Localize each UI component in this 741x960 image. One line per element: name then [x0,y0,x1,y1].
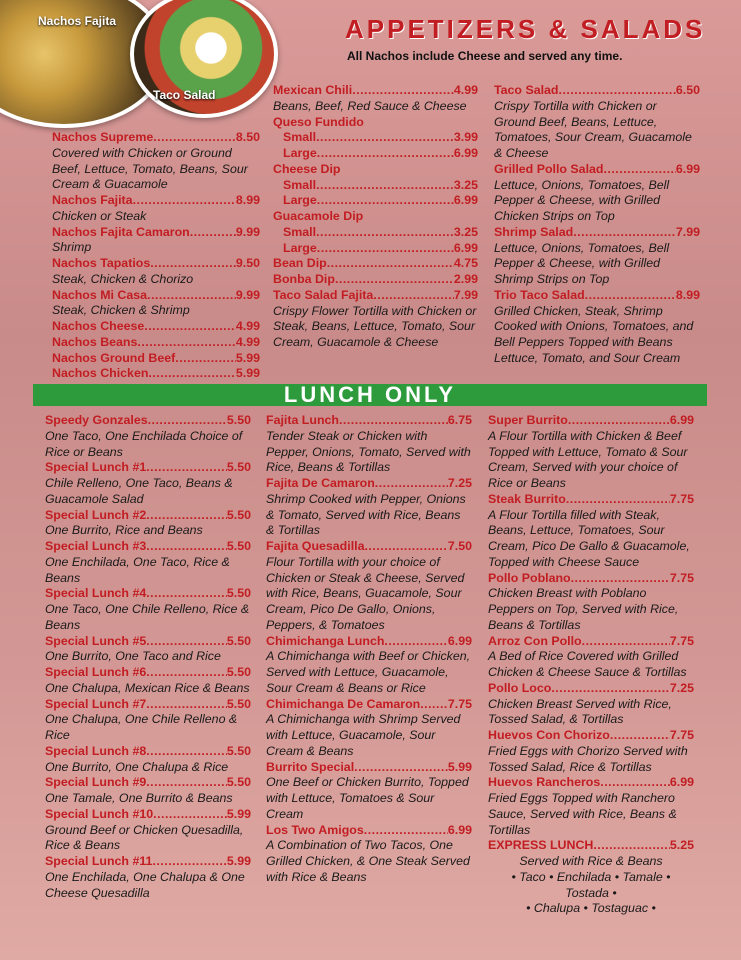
menu-item-cheese-dip [273,162,478,178]
dot-leader [571,571,670,587]
item-price: 7.75 [447,696,472,711]
menu-item-shrimp-salad [494,225,700,288]
lunch-only-title: LUNCH ONLY [283,382,457,407]
item-price: 3.99 [453,130,478,145]
item-description: A Flour Tortilla filled with Steak, Beans, Lettuce, Tomatoes, Sour Cream, Pico De Gallo & Guacamole, Topped with Cheese Sauce [488,507,690,569]
dot-leader [190,225,236,241]
item-price: 7.75 [669,633,694,648]
dot-leader [573,225,676,241]
menu-item-bonba-dip [273,272,478,288]
item-name: Special Lunch #2 [45,507,147,522]
item-price: 6.99 [447,633,472,648]
item-description: One Chalupa, One Chile Relleno & Rice [45,712,238,742]
item-name: Taco Salad [494,83,559,97]
dot-leader [420,697,448,713]
menu-item-trio-taco-salad [494,288,700,367]
item-description: Beans, Beef, Red Sauce & Cheese [273,98,467,113]
dot-leader [568,413,670,429]
item-description: Tender Steak or Chicken with Pepper, Onions, Tomato, Served with Rice, Beans & Tortillas [266,428,471,475]
menu-item-large [273,146,478,162]
menu-item-large [273,193,478,209]
item-description: Flour Tortilla with your choice of Chicken or Steak & Cheese, Served with Rice, Beans, Guacamole, Sour Cream, Pico De Gallo, Onions, Peppers, & Tomatoes [266,554,465,632]
menu-item-arroz-con-pollo [488,634,694,681]
item-description: One Burrito, One Chalupa & Rice [45,759,229,774]
item-description: Shrimp [52,240,92,255]
item-description: One Taco, One Chile Relleno, Rice & Beans [45,602,250,632]
item-description: A Flour Tortilla with Chicken & Beef Topped with Lettuce, Tomato & Sour Cream, Served with your choice of Rice or Beans [488,428,688,490]
item-name: Special Lunch #4 [45,586,147,601]
dot-leader [364,539,447,555]
item-name: Bean Dip [273,256,327,271]
item-name: Super Burrito [488,413,568,427]
dot-leader [600,775,670,791]
express-lunch-line: • Chalupa • Tostaguac • [526,901,656,916]
dot-leader [146,460,227,476]
dot-leader [352,83,454,99]
dot-leader [335,272,454,288]
item-name: Los Two Amigos [266,822,364,837]
dot-leader [316,178,454,194]
item-name: Nachos Chicken [52,366,149,381]
item-description: Chicken Breast Served with Rice, Tossed Salad, & Tortillas [488,696,672,727]
item-price: 4.75 [453,256,478,271]
item-price: 6.99 [453,146,478,160]
item-description: One Chalupa, Mexican Rice & Beans [45,680,250,695]
menu-item-speedy-gonzales [45,413,251,460]
menu-item-special-lunch-3 [45,539,251,586]
dot-leader [146,744,227,760]
dot-leader [146,539,227,555]
dot-leader [152,854,226,870]
menu-item-nachos-tapatios [52,256,260,288]
item-price: 4.99 [453,83,478,97]
menu-item-nachos-ground-beef [52,351,260,367]
item-price: 5.50 [226,586,251,601]
item-price: 6.50 [675,83,700,97]
item-description: Chile Relleno, One Taco, Beans & Guacamole Salad [45,476,233,506]
item-name: Nachos Mi Casa [52,287,148,302]
item-description: A Chimichanga with Beef or Chicken, Served with Lettuce, Guacamole, Sour Cream & Beans or Rice [266,649,471,695]
item-description: Covered with Chicken or Ground Beef, Lettuce, Tomato, Beans, Sour Cream & Guacamole [52,145,248,192]
item-price: 8.50 [235,130,260,144]
item-description: Steak, Chicken & Chorizo [52,271,194,286]
item-name: Chimichanga De Camaron [266,696,421,711]
menu-item-nachos-supreme [52,130,260,193]
item-name: Huevos Rancheros [488,775,601,790]
dot-leader [146,634,227,650]
item-description: Ground Beef or Chicken Quesadilla, Rice & Beans [45,822,244,853]
item-price: 5.50 [226,539,251,553]
dot-leader [146,586,227,602]
dot-leader [373,288,454,304]
item-price: 7.25 [669,680,694,695]
menu-item-chimichanga-de-camaron [266,697,472,760]
dot-leader [144,319,236,335]
dot-leader [133,193,236,209]
menu-item-queso-fundido [273,115,478,131]
menu-item-taco-salad [494,83,700,162]
dot-leader [316,225,454,241]
menu-item-burrito-special [266,760,472,823]
item-description: Crispy Flower Tortilla with Chicken or Steak, Beans, Lettuce, Tomato, Sour Cream, Guacamole & Cheese [273,303,477,349]
item-price: 6.99 [453,193,478,208]
dot-leader [153,807,227,823]
dot-leader [603,162,675,178]
menu-item-fajita-lunch [266,413,472,476]
menu-item-large [273,241,478,257]
item-name: Fajita De Camaron [266,476,375,490]
item-name: Burrito Special [266,759,355,774]
dot-leader [339,413,448,429]
menu-item-fajita-quesadilla [266,539,472,634]
item-description: Fried Eggs with Chorizo Served with Tossed Salad, Rice & Tortillas [488,743,688,774]
item-name: Nachos Fajita Camaron [52,224,190,239]
dot-leader [146,508,227,524]
lunch-only-banner [33,384,707,406]
item-price: 7.75 [669,491,694,506]
menu-item-steak-burrito [488,492,694,571]
item-description: Steak, Chicken & Shrimp [52,303,190,318]
appetizers-column-1 [52,130,260,382]
item-name: Grilled Pollo Salad [494,161,604,176]
menu-item-guacamole-dip [273,209,478,225]
item-name: Mexican Chili [273,83,353,97]
dot-leader [137,335,235,351]
item-price: 6.75 [447,413,472,427]
item-name: Special Lunch #10 [45,806,154,821]
express-lunch-line: Served with Rice & Beans [519,854,663,868]
item-description: Chicken or Steak [52,208,147,223]
dot-leader [364,823,448,839]
item-description: One Enchilada, One Chalupa & One Cheese Quesadilla [45,869,245,900]
item-price: 4.99 [235,319,260,333]
taco-salad-photo-label: Taco Salad [153,88,216,102]
item-price: 7.25 [447,476,472,490]
menu-item-huevos-rancheros [488,775,694,838]
menu-item-nachos-beans [52,335,260,351]
dot-leader [150,256,236,272]
dot-leader [148,366,235,382]
item-price: 3.25 [453,177,478,192]
item-description: One Burrito, Rice and Beans [45,523,203,538]
menu-item-special-lunch-4 [45,586,251,633]
item-name: Special Lunch #3 [45,539,147,553]
dot-leader [317,241,454,257]
dot-leader [317,193,454,209]
item-description: A Combination of Two Tacos, One Grilled Chicken, & One Steak Served with Rice & Beans [266,838,470,884]
menu-item-los-two-amigos [266,823,472,886]
item-description: One Enchilada, One Taco, Rice & Beans [45,554,230,585]
item-name: Arroz Con Pollo [488,633,582,648]
lunch-column-2 [266,413,472,886]
item-description: A Chimichanga with Shrimp Served with Lettuce, Guacamole, Sour Cream & Beans [266,712,461,758]
dot-leader [153,130,236,146]
appetizers-column-2 [273,83,478,351]
item-price: 5.50 [226,633,251,648]
item-price: 5.50 [226,665,251,679]
item-description: One Taco, One Enchilada Choice of Rice or Beans [45,428,243,459]
menu-item-bean-dip [273,256,478,272]
item-price: 5.50 [226,775,251,790]
item-description: A Bed of Rice Covered with Grilled Chicken & Cheese Sauce & Tortillas [488,649,687,679]
section-subtitle: All Nachos include Cheese and served any time. [347,49,623,63]
item-name: Bonba Dip [273,272,335,286]
menu-item-express-lunch [488,838,694,854]
dot-leader [593,838,670,854]
menu-item-pollo-poblano [488,571,694,634]
item-name: Nachos Fajita [52,193,133,207]
item-name: Huevos Con Chorizo [488,728,610,742]
lunch-column-3 [488,413,694,917]
menu-item-fajita-de-camaron [266,476,472,539]
item-price: 7.75 [669,728,694,742]
item-price: 3.25 [453,224,478,239]
item-name: Special Lunch #9 [45,775,147,790]
express-lunch-line: • Taco • Enchilada • Tamale • Tostada • [511,869,671,900]
dot-leader [146,775,227,791]
item-name: Queso Fundido [273,114,364,129]
menu-item-small [273,225,478,241]
item-name: Chimichanga Lunch [266,633,385,648]
item-price: 5.50 [226,696,251,711]
menu-item-mexican-chili [273,83,478,115]
item-price: 7.99 [675,224,700,239]
dot-leader [582,634,670,650]
menu-item-nachos-chicken [52,366,260,382]
dot-leader [175,351,236,367]
item-name: Pollo Poblano [488,570,571,585]
item-name: Guacamole Dip [273,209,364,223]
item-description: Chicken Breast with Poblano Peppers on Top, Served with Rice, Beans & Tortillas [488,586,679,632]
menu-item-nachos-mi-casa [52,288,260,320]
menu-item-special-lunch-6 [45,665,251,697]
nachos-fajita-photo-label: Nachos Fajita [38,14,117,28]
item-name: Special Lunch #11 [45,854,153,868]
menu-item-special-lunch-9 [45,775,251,807]
dot-leader [327,256,454,272]
dot-leader [147,288,236,304]
item-price: 6.99 [453,240,478,255]
item-description: One Tamale, One Burrito & Beans [45,791,233,805]
item-price: 8.99 [675,287,700,302]
appetizers-column-3 [494,83,700,367]
item-name: Taco Salad Fajita [273,287,374,302]
item-name: Nachos Tapatios [52,256,151,270]
item-price: 6.99 [675,161,700,176]
item-price: 8.99 [235,193,260,207]
item-description: Fried Eggs Topped with Ranchero Sauce, Served with Rice, Beans & Tortillas [488,791,677,837]
item-description: One Beef or Chicken Burrito, Topped with Lettuce, Tomatoes & Sour Cream [266,775,469,821]
item-name: Small [283,224,317,239]
item-price: 6.99 [669,775,694,790]
item-name: Trio Taco Salad [494,287,585,302]
item-price: 5.50 [226,413,251,427]
item-name: Special Lunch #7 [45,696,147,711]
item-name: Special Lunch #1 [45,460,147,475]
item-name: Large [283,240,317,255]
menu-item-special-lunch-7 [45,697,251,744]
item-name: Special Lunch #5 [45,633,147,648]
menu-item-chimichanga-lunch [266,634,472,697]
item-price: 5.99 [235,366,260,381]
section-title: APPETIZERS & SALADS [345,14,706,44]
menu-item-special-lunch-11 [45,854,251,901]
item-price: 2.99 [453,272,478,286]
item-price: 5.99 [447,759,472,774]
item-price: 7.99 [453,287,478,302]
menu-item-special-lunch-10 [45,807,251,854]
item-name: Shrimp Salad [494,224,574,239]
item-name: Fajita Lunch [266,413,339,427]
dot-leader [551,681,670,697]
item-name: Special Lunch #6 [45,665,147,679]
menu-item-super-burrito [488,413,694,492]
item-price: 7.50 [447,539,472,553]
dot-leader [585,288,676,304]
item-price: 5.50 [226,507,251,522]
dot-leader [354,760,448,776]
menu-item-special-lunch-2 [45,508,251,540]
item-name: Nachos Ground Beef [52,350,176,365]
menu-item-nachos-cheese [52,319,260,335]
menu-item-special-lunch-5 [45,634,251,666]
item-price: 4.99 [235,334,260,349]
item-price: 5.99 [226,854,251,868]
item-price: 6.99 [669,413,694,427]
item-description: Lettuce, Onions, Tomatoes, Bell Pepper & Cheese, with Grilled Shrimp Strips on Top [494,240,670,286]
dot-leader [559,83,676,99]
item-name: Large [283,146,317,160]
item-price: 5.99 [226,806,251,821]
menu-item-small [273,178,478,194]
menu-item-special-lunch-1 [45,460,251,507]
item-name: Fajita Quesadilla [266,539,365,553]
item-name: Steak Burrito [488,491,566,506]
item-name: EXPRESS LUNCH [488,838,594,853]
menu-item-huevos-con-chorizo [488,728,694,775]
item-price: 9.50 [235,256,260,270]
menu-item-pollo-loco [488,681,694,728]
item-description: Lettuce, Onions, Tomatoes, Bell Pepper & Cheese, with Grilled Chicken Strips on Top [494,177,670,223]
menu-item-grilled-pollo-salad [494,162,700,225]
item-name: Speedy Gonzales [45,413,148,427]
menu-item-special-lunch-8 [45,744,251,776]
dot-leader [316,130,454,146]
item-name: Nachos Beans [52,334,138,349]
item-price: 7.75 [669,570,694,585]
item-description: One Burrito, One Taco and Rice [45,649,221,664]
dot-leader [146,697,227,713]
dot-leader [375,476,448,492]
dot-leader [610,728,670,744]
lunch-column-1 [45,413,251,901]
dot-leader [317,146,454,162]
item-description: Crispy Tortilla with Chicken or Ground Beef, Beans, Lettuce, Tomatoes, Sour Cream, Guacamole & Cheese [494,98,692,160]
dot-leader [566,492,670,508]
item-price: 9.99 [235,224,260,239]
item-price: 9.99 [235,287,260,302]
item-price: 6.99 [447,822,472,837]
item-name: Pollo Loco [488,680,552,695]
item-price: 5.50 [226,460,251,475]
item-name: Nachos Supreme [52,130,154,144]
dot-leader [384,634,447,650]
item-name: Nachos Cheese [52,319,145,333]
item-description: Grilled Chicken, Steak, Shrimp Cooked with Onions, Tomatoes, and Bell Peppers Topped with Beans Lettuce, Tomato, and Sour Cream [494,303,694,365]
item-price: 5.99 [235,350,260,365]
item-name: Small [283,177,317,192]
dot-leader [146,665,227,681]
menu-item-small [273,130,478,146]
item-price: 5.25 [669,838,694,853]
item-price: 5.50 [226,743,251,758]
item-name: Small [283,130,317,145]
dot-leader [148,413,227,429]
item-name: Cheese Dip [273,161,341,176]
menu-item-taco-salad-fajita [273,288,478,351]
item-name: Special Lunch #8 [45,743,147,758]
item-name: Large [283,193,317,208]
item-description: Shrimp Cooked with Pepper, Onions & Tomato, Served with Rice, Beans & Tortillas [266,491,466,538]
menu-item-nachos-fajita [52,193,260,225]
menu-item-nachos-fajita-camaron [52,225,260,257]
